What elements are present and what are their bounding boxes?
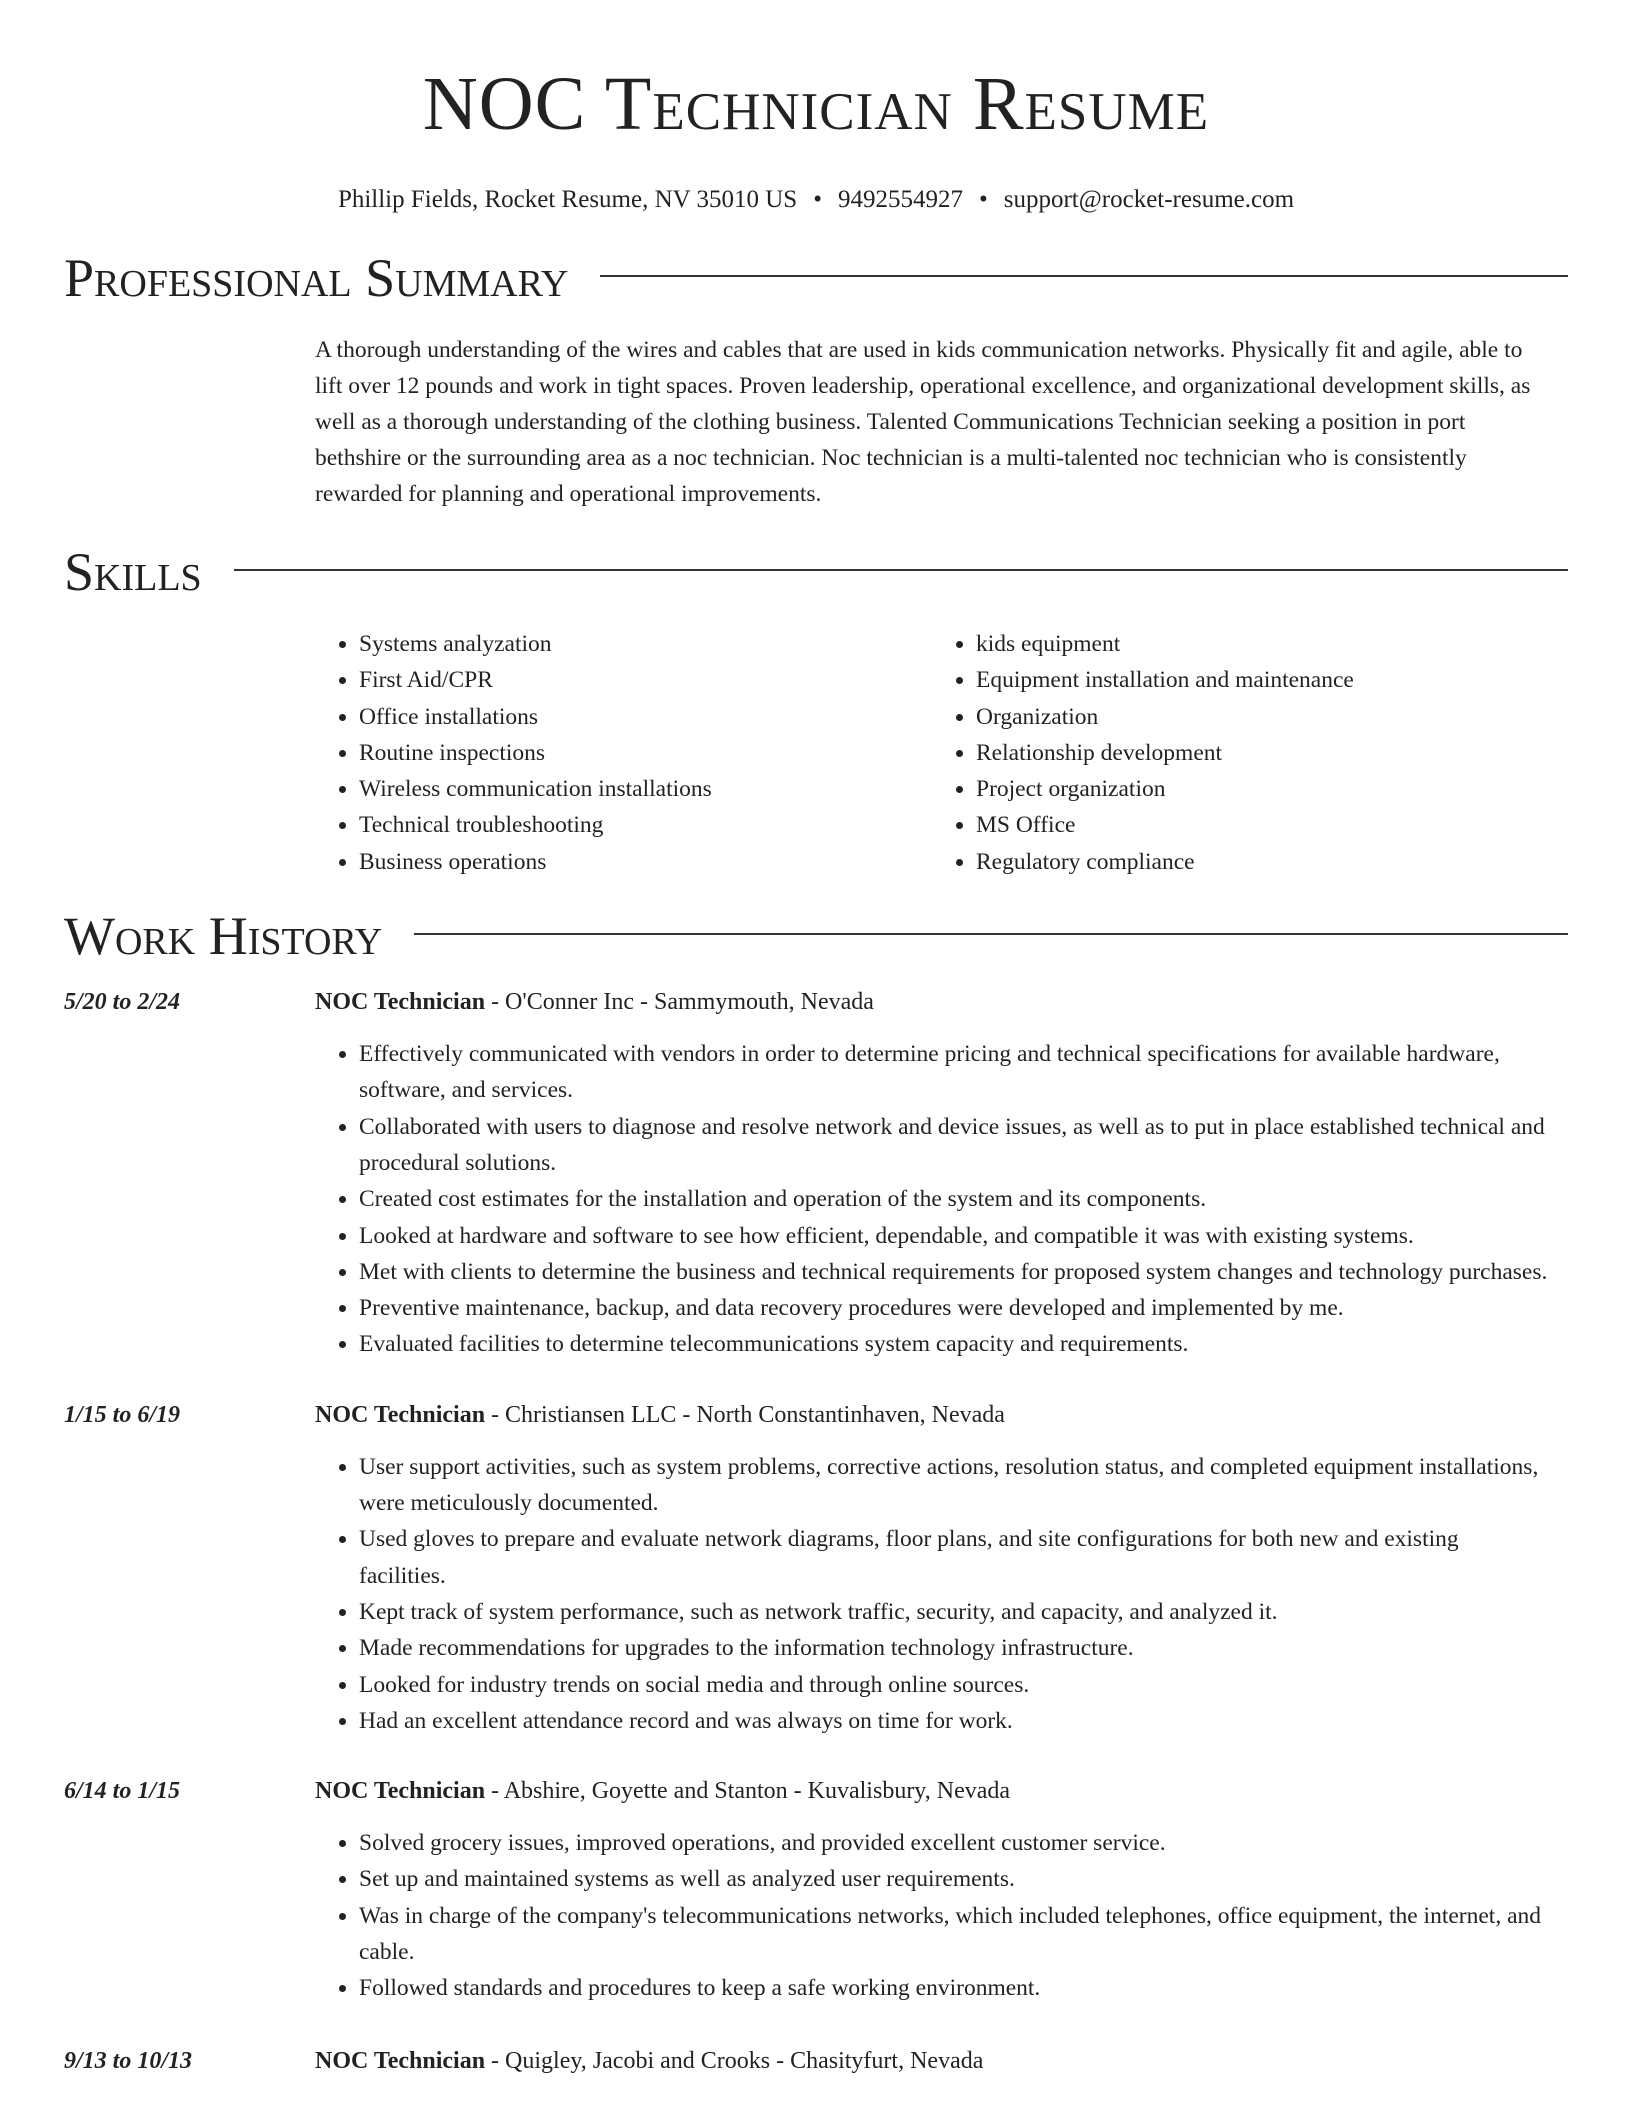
job-details: - Christiansen LLC - North Constantinhaven, Nevada bbox=[485, 1401, 1005, 1428]
job-bullets bbox=[315, 1825, 1549, 2006]
job-bullet: • Made recommendations for upgrades to the information technology infrastructure. bbox=[359, 1630, 1549, 1666]
skill-item: • Wireless communication installations bbox=[359, 771, 932, 807]
job-heading bbox=[315, 984, 1568, 1020]
job-body bbox=[315, 984, 1568, 1363]
job-role: NOC Technician bbox=[315, 989, 486, 1016]
skill-item: • Relationship development bbox=[976, 735, 1549, 771]
contact-separator: • bbox=[978, 186, 988, 213]
job-bullets bbox=[315, 1036, 1549, 1363]
job-bullet: • Looked at hardware and software to see how efficient, dependable, and compatible it was with existing systems. bbox=[359, 1218, 1549, 1254]
job-dates: 5/20 to 2/24 bbox=[64, 989, 181, 1016]
job-bullet: • Solved grocery issues, improved operations, and provided excellent customer service. bbox=[359, 1825, 1549, 1861]
job-heading bbox=[315, 2043, 1568, 2079]
job-role: NOC Technician bbox=[315, 1401, 486, 1428]
job-details: - Abshire, Goyette and Stanton - Kuvalisbury, Nevada bbox=[485, 1778, 1011, 1805]
skill-item: • First Aid/CPR bbox=[359, 662, 932, 698]
job-bullet: • Had an excellent attendance record and was always on time for work. bbox=[359, 1703, 1549, 1739]
job-bullet: • Collaborated with users to diagnose and resolve network and device issues, as well as to put in place established technical and procedural solutions. bbox=[359, 1109, 1549, 1182]
job-bullet: • Evaluated facilities to determine telecommunications system capacity and requirements. bbox=[359, 1326, 1549, 1362]
contact-email: support@rocket-resume.com bbox=[1003, 186, 1295, 213]
summary-section-header bbox=[64, 246, 1568, 310]
section-divider bbox=[600, 275, 1568, 277]
job-heading bbox=[315, 1397, 1568, 1433]
job-bullet: • Effectively communicated with vendors in order to determine pricing and technical specifications for available hardware, software, and services. bbox=[359, 1036, 1549, 1109]
job-bullets bbox=[315, 1449, 1549, 1739]
contact-address: Phillip Fields, Rocket Resume, NV 35010 US bbox=[337, 186, 798, 213]
skills-column-right bbox=[932, 626, 1549, 880]
job-bullet: • Met with clients to determine the business and technical requirements for proposed system changes and technology purchases. bbox=[359, 1254, 1549, 1290]
skill-item: • Office installations bbox=[359, 699, 932, 735]
job-entry bbox=[64, 1773, 1568, 2006]
skill-item: • Project organization bbox=[976, 771, 1549, 807]
job-bullet: • Set up and maintained systems as well as analyzed user requirements. bbox=[359, 1861, 1549, 1897]
job-bullet: • Followed standards and procedures to keep a safe working environment. bbox=[359, 1970, 1549, 2006]
summary-heading: Professional Summary bbox=[64, 248, 569, 308]
job-dates: 1/15 to 6/19 bbox=[64, 1401, 181, 1428]
contact-separator: • bbox=[813, 186, 822, 213]
job-entry bbox=[64, 984, 1568, 1363]
job-bullet: • Preventive maintenance, backup, and data recovery procedures were developed and implemented by me. bbox=[359, 1290, 1549, 1326]
job-dates: 6/14 to 1/15 bbox=[64, 1778, 181, 1805]
section-divider bbox=[414, 933, 1568, 935]
skills-heading: Skills bbox=[64, 542, 202, 602]
skill-item: • Organization bbox=[976, 699, 1549, 735]
job-entry bbox=[64, 2043, 1568, 2079]
skill-item: • Regulatory compliance bbox=[976, 844, 1549, 880]
skill-item: • Systems analyzation bbox=[359, 626, 932, 662]
skill-item: • kids equipment bbox=[976, 626, 1549, 662]
job-entry bbox=[64, 1397, 1568, 1739]
resume-title: NOC Technician Resume bbox=[422, 62, 1210, 146]
job-body bbox=[315, 1773, 1568, 2006]
job-details: - O'Conner Inc - Sammymouth, Nevada bbox=[485, 989, 874, 1016]
job-dates: 9/13 to 10/13 bbox=[64, 2047, 193, 2074]
job-bullet: • User support activities, such as system problems, corrective actions, resolution status, and completed equipment installations, were meticulously documented. bbox=[359, 1449, 1549, 1522]
job-details: - Quigley, Jacobi and Crooks - Chasityfurt, Nevada bbox=[485, 2047, 984, 2074]
job-bullet: • Created cost estimates for the installation and operation of the system and its components. bbox=[359, 1181, 1549, 1217]
contact-phone: 9492554927 bbox=[837, 186, 963, 213]
contact-line bbox=[64, 184, 1568, 216]
job-bullet: • Was in charge of the company's telecommunications networks, which included telephones, office equipment, the internet, and cable. bbox=[359, 1898, 1549, 1971]
skills-list bbox=[315, 626, 1568, 880]
resume-page bbox=[64, 0, 1568, 2079]
summary-text: A thorough understanding of the wires and cables that are used in kids communication networks. Physically fit and agile, able to lift over 12 pounds and work in tight spaces. Proven leadership, operational excellence, and organizational development skills, as well as a thorough understanding of the clothing business. Talented Communications Technician seeking a position in port bethshire or the surrounding area as a noc technician. Noc technician is a multi-talented noc technician who is consistently rewarded for planning and operational improvements. bbox=[315, 337, 1531, 507]
job-body bbox=[315, 1397, 1568, 1739]
job-role: NOC Technician bbox=[315, 2047, 486, 2074]
skill-item: • Routine inspections bbox=[359, 735, 932, 771]
job-bullet: • Used gloves to prepare and evaluate network diagrams, floor plans, and site configurations for both new and existing facilities. bbox=[359, 1521, 1549, 1594]
job-body bbox=[315, 2043, 1568, 2079]
work-heading: Work History bbox=[64, 906, 383, 967]
section-divider bbox=[234, 569, 1568, 571]
job-role: NOC Technician bbox=[315, 1778, 486, 1805]
work-section-header bbox=[64, 904, 1568, 968]
skill-item: • Technical troubleshooting bbox=[359, 807, 932, 843]
job-heading bbox=[315, 1773, 1568, 1809]
job-bullet: • Kept track of system performance, such as network traffic, security, and capacity, and analyzed it. bbox=[359, 1594, 1549, 1630]
skills-column-left bbox=[315, 626, 932, 880]
skill-item: • MS Office bbox=[976, 807, 1549, 843]
skill-item: • Equipment installation and maintenance bbox=[976, 662, 1549, 698]
skills-section-header bbox=[64, 540, 1568, 604]
job-bullet: • Looked for industry trends on social media and through online sources. bbox=[359, 1667, 1549, 1703]
skill-item: • Business operations bbox=[359, 844, 932, 880]
